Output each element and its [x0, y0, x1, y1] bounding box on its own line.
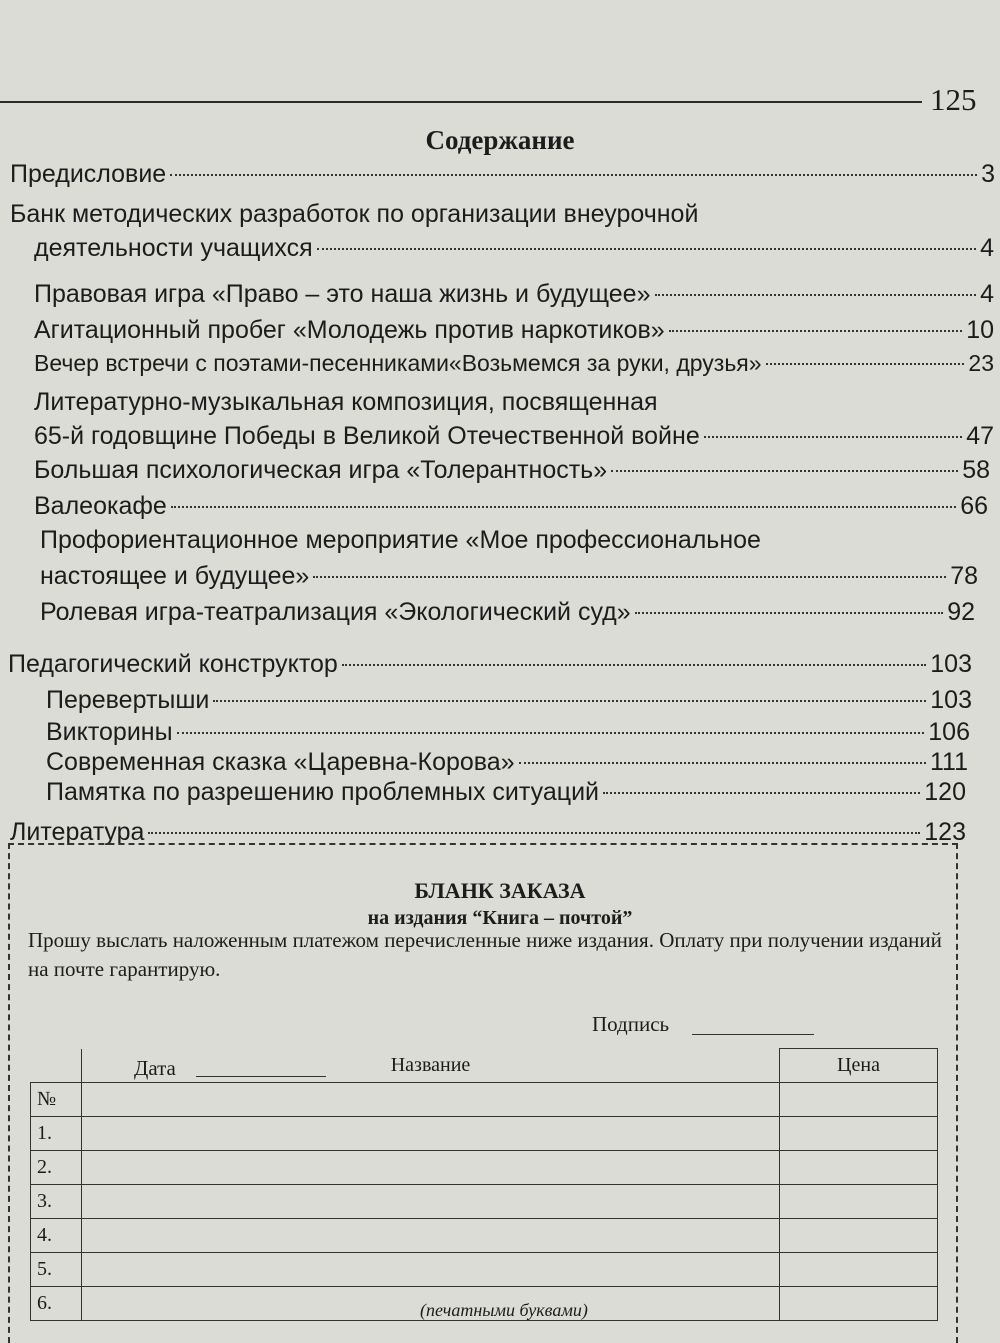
col-name-header: Название	[82, 1049, 780, 1083]
name-cell[interactable]	[82, 1219, 780, 1253]
toc-leader	[655, 294, 977, 296]
toc-item-text: Современная сказка «Царевна-Корова»	[46, 748, 515, 776]
toc-item-text: Агитационный пробег «Молодежь против наркотиков»	[34, 316, 665, 344]
col-num-header: №	[31, 1083, 82, 1117]
toc-item	[34, 350, 994, 377]
toc-item	[34, 316, 994, 345]
price-cell[interactable]	[780, 1287, 938, 1321]
toc-leader	[519, 762, 926, 764]
toc-item-text: Валеокафе	[34, 492, 167, 520]
toc-item	[40, 598, 975, 627]
table-row	[31, 1083, 938, 1117]
order-form-subtitle: на издания “Книга – почтой”	[367, 907, 633, 929]
col-price-header: Цена	[780, 1049, 938, 1083]
price-cell[interactable]	[780, 1083, 938, 1117]
name-cell[interactable]	[82, 1253, 780, 1287]
signature-line[interactable]	[692, 1034, 814, 1035]
toc-leader	[704, 436, 962, 438]
name-cell[interactable]	[82, 1117, 780, 1151]
row-number: 4.	[31, 1219, 82, 1253]
order-form-title: БЛАНК ЗАКАЗА	[414, 878, 586, 903]
toc-item	[34, 280, 994, 309]
toc-item-preface	[10, 160, 995, 189]
toc-item-text: деятельности учащихся	[34, 234, 313, 262]
toc-item-text: Предисловие	[10, 160, 167, 188]
toc-item	[34, 456, 990, 485]
header-rule	[0, 101, 922, 103]
toc-item	[40, 562, 978, 591]
toc-item-page: 78	[950, 562, 978, 590]
toc-item-section-title: Банк методических разработок по организации внеурочной	[10, 200, 699, 228]
toc-item-page: 23	[968, 350, 994, 376]
row-number: 2.	[31, 1151, 82, 1185]
toc-item-text: Перевертыши	[46, 686, 210, 714]
row-number: 5.	[31, 1253, 82, 1287]
toc-item-page: 58	[962, 456, 990, 484]
toc-item-text: Викторины	[46, 718, 173, 746]
toc-item-text: Литературно-музыкальная композиция, посвященная	[34, 388, 658, 416]
contents-title: Содержание	[425, 125, 575, 155]
toc-item-section	[8, 650, 972, 679]
toc-leader	[317, 248, 976, 250]
date-label: Дата	[134, 1056, 176, 1080]
toc-item	[46, 748, 968, 777]
order-form-body: Прошу выслать наложенным платежом перечисленные ниже издания. Оплату при получении изданий на почте гарантирую.	[28, 928, 942, 981]
table-row	[31, 1117, 938, 1151]
price-cell[interactable]	[780, 1219, 938, 1253]
toc-item	[34, 422, 994, 451]
signature-label: Подпись	[592, 1012, 670, 1036]
toc-item-page: 111	[929, 748, 968, 776]
toc-leader	[603, 792, 920, 794]
block-letters-note: (печатными буквами)	[420, 1300, 588, 1320]
toc-item-text: настоящее и будущее»	[40, 562, 310, 590]
toc-item-text: Памятка по разрешению проблемных ситуаций	[46, 778, 600, 806]
toc-item-text: Большая психологическая игра «Толерантность»	[34, 456, 608, 484]
row-number: 1.	[31, 1117, 82, 1151]
name-cell[interactable]	[82, 1083, 780, 1117]
name-cell[interactable]	[82, 1151, 780, 1185]
table-row	[31, 1185, 938, 1219]
toc-item	[46, 718, 970, 747]
toc-leader	[611, 470, 958, 472]
table-row	[31, 1253, 938, 1287]
table-row	[31, 1151, 938, 1185]
row-number: 6.	[31, 1287, 82, 1321]
toc-leader	[170, 174, 977, 176]
toc-item	[34, 492, 988, 521]
page-number: 125	[930, 82, 977, 117]
toc-item-text: Вечер встречи с поэтами-песенниками«Возьмемся за руки, друзья»	[34, 350, 762, 376]
toc-item-page: 66	[960, 492, 988, 520]
toc-item-page: 3	[981, 160, 995, 188]
toc-item-page: 4	[980, 280, 994, 308]
toc-item-page: 103	[930, 686, 972, 714]
toc-leader	[342, 664, 926, 666]
toc-item-text: Профориентационное мероприятие «Мое профессиональное	[40, 526, 761, 554]
toc-item	[46, 686, 972, 715]
name-cell[interactable]	[82, 1185, 780, 1219]
price-cell[interactable]	[780, 1151, 938, 1185]
table-row	[31, 1219, 938, 1253]
toc-leader	[148, 832, 920, 834]
toc-item-text: Ролевая игра-театрализация «Экологический суд»	[40, 598, 631, 626]
toc-item-text: Педагогический конструктор	[8, 650, 338, 678]
price-cell[interactable]	[780, 1117, 938, 1151]
toc-item-text: Литература	[10, 818, 145, 846]
toc-item-text: 65-й годовщине Победы в Великой Отечественной войне	[34, 422, 700, 450]
toc-leader	[766, 363, 965, 365]
toc-item-page: 4	[980, 234, 994, 262]
toc-item	[34, 234, 994, 263]
toc-item-page: 103	[930, 650, 972, 678]
toc-item-page: 120	[924, 778, 966, 806]
toc-item-page: 47	[966, 422, 994, 450]
toc-item	[46, 778, 966, 807]
toc-item-page: 10	[966, 316, 994, 344]
toc-item-page: 92	[947, 598, 975, 626]
toc-leader	[669, 330, 962, 332]
toc-item-page: 123	[924, 818, 966, 846]
table-header-row	[31, 1049, 938, 1083]
toc-leader	[313, 576, 946, 578]
toc-leader	[213, 700, 926, 702]
price-cell[interactable]	[780, 1185, 938, 1219]
order-table	[30, 1048, 938, 1321]
toc-leader	[177, 732, 925, 734]
toc-leader	[635, 612, 944, 614]
price-cell[interactable]	[780, 1253, 938, 1287]
row-number: 3.	[31, 1185, 82, 1219]
toc-item-page: 106	[928, 718, 970, 746]
toc-leader	[171, 506, 956, 508]
toc-item-text: Правовая игра «Право – это наша жизнь и будущее»	[34, 280, 651, 308]
